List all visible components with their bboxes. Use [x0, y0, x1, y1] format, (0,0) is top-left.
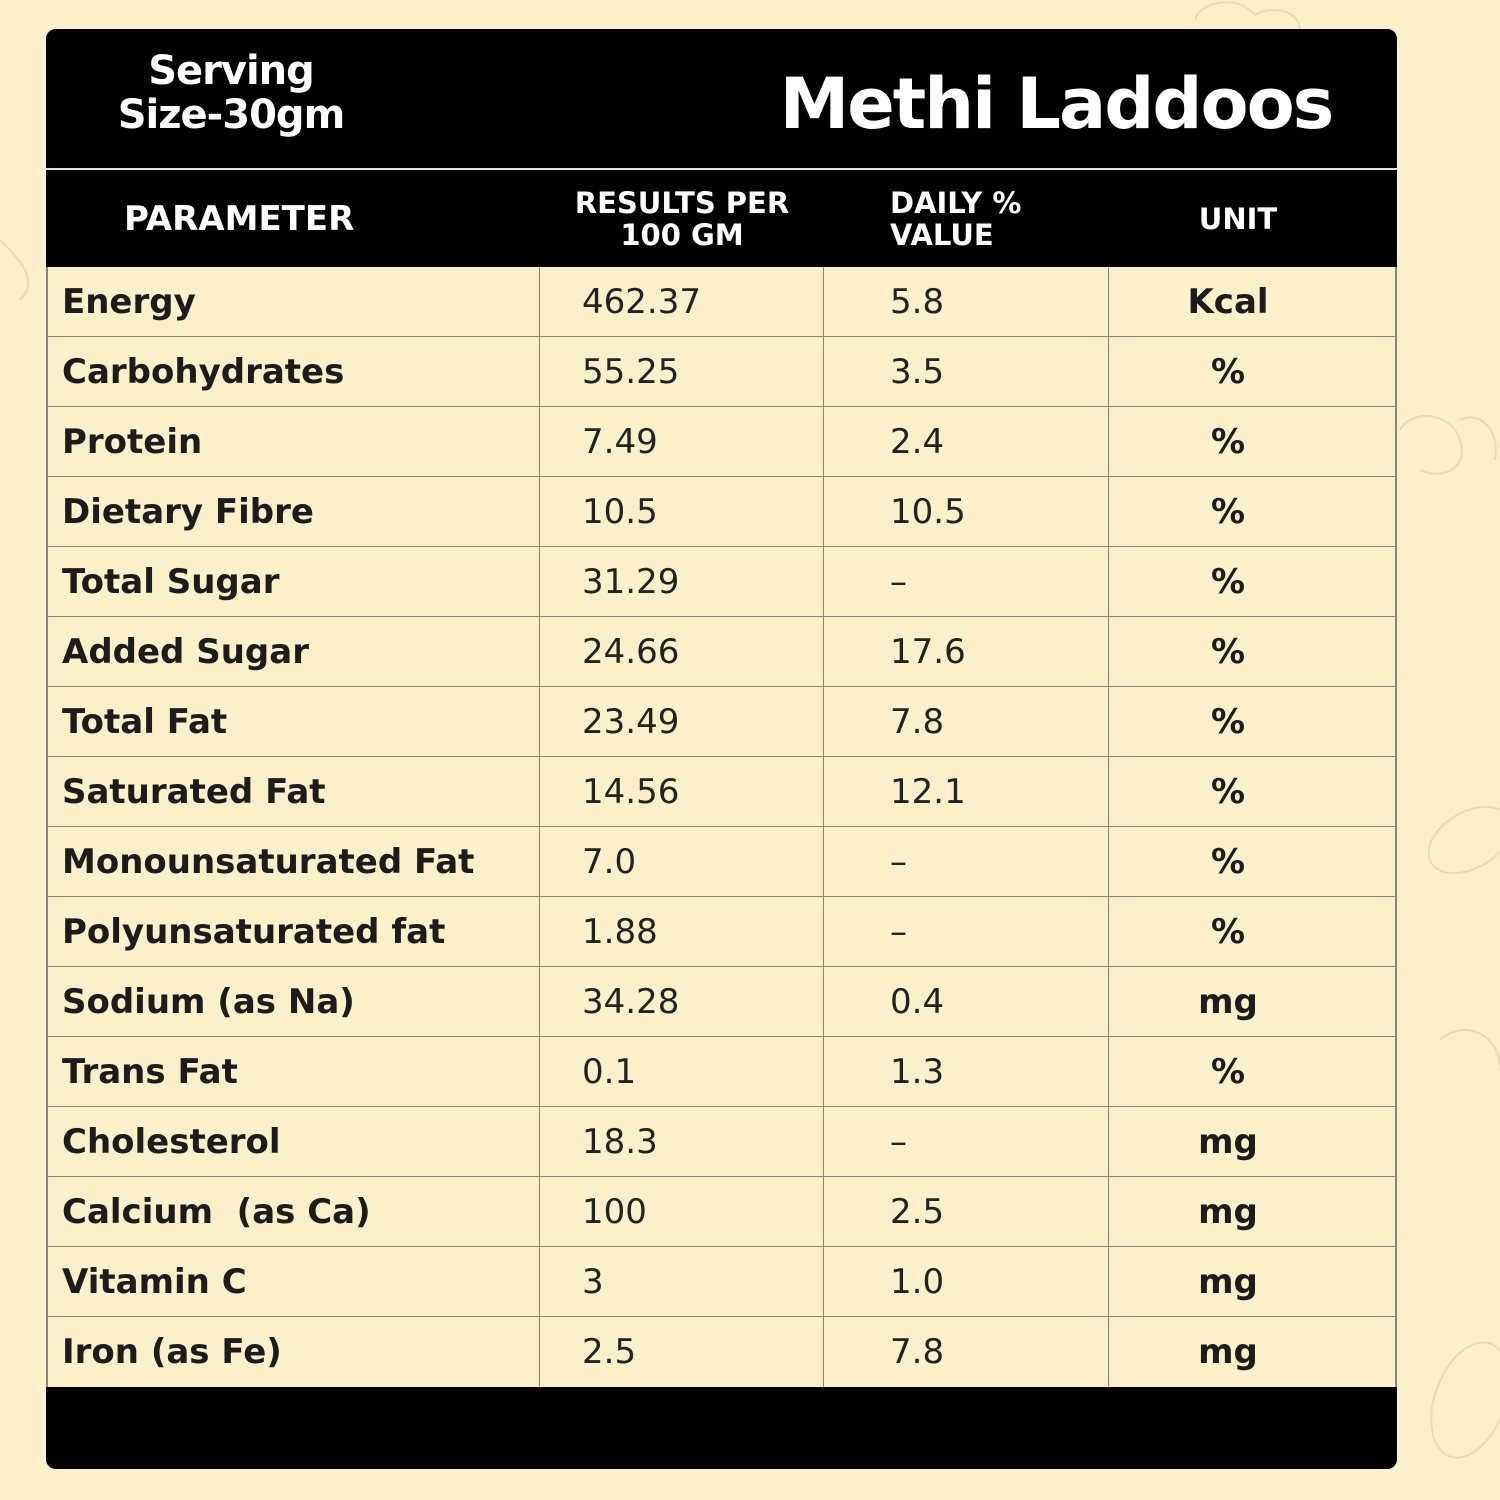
column-header-parameter: PARAMETER: [124, 198, 355, 239]
table-row: [46, 757, 1397, 827]
parameter-cell: Vitamin C: [46, 1247, 540, 1316]
daily-value-cell: –: [824, 827, 1109, 896]
column-header-daily-value: DAILY % VALUE: [890, 185, 1022, 252]
parameter-cell: Saturated Fat: [46, 757, 540, 826]
table-row: [46, 617, 1397, 687]
unit-cell: %: [1210, 421, 1246, 462]
footer-bar: [46, 1387, 1397, 1469]
result-cell: 2.5: [540, 1317, 824, 1387]
daily-value-cell: 7.8: [824, 1317, 1109, 1387]
parameter-cell: Calcium (as Ca): [46, 1177, 540, 1246]
result-cell: 55.25: [540, 337, 824, 406]
parameter-cell: Trans Fat: [46, 1037, 540, 1106]
table-row: [46, 1247, 1397, 1317]
table-left-border: [46, 267, 48, 1387]
unit-cell: mg: [1198, 1261, 1258, 1302]
table-row: [46, 477, 1397, 547]
table-row: [46, 407, 1397, 477]
daily-value-cell: –: [824, 547, 1109, 616]
result-cell: 34.28: [540, 967, 824, 1036]
table-row: [46, 337, 1397, 407]
result-cell: 23.49: [540, 687, 824, 756]
daily-value-cell: 10.5: [824, 477, 1109, 546]
result-cell: 7.0: [540, 827, 824, 896]
unit-cell: %: [1210, 491, 1246, 532]
parameter-cell: Energy: [46, 267, 540, 336]
parameter-cell: Polyunsaturated fat: [46, 897, 540, 966]
unit-cell: %: [1210, 841, 1246, 882]
daily-value-cell: 0.4: [824, 967, 1109, 1036]
parameter-cell: Protein: [46, 407, 540, 476]
table-row: [46, 897, 1397, 967]
product-title: Methi Laddoos: [779, 63, 1333, 145]
daily-value-cell: 17.6: [824, 617, 1109, 686]
parameter-cell: Cholesterol: [46, 1107, 540, 1176]
unit-cell: %: [1210, 1051, 1246, 1092]
result-cell: 10.5: [540, 477, 824, 546]
title-header: [46, 29, 1397, 168]
parameter-cell: Total Sugar: [46, 547, 540, 616]
daily-value-cell: –: [824, 897, 1109, 966]
result-cell: 100: [540, 1177, 824, 1246]
daily-value-cell: 3.5: [824, 337, 1109, 406]
unit-cell: %: [1210, 351, 1246, 392]
table-row: [46, 547, 1397, 617]
unit-cell: %: [1210, 561, 1246, 602]
daily-value-cell: 2.4: [824, 407, 1109, 476]
table-row: [46, 1037, 1397, 1107]
unit-cell: %: [1210, 631, 1246, 672]
unit-cell: %: [1210, 911, 1246, 952]
unit-cell: mg: [1198, 1121, 1258, 1162]
column-header-results: RESULTS PER 100 GM: [574, 185, 790, 252]
nutrition-table-body: [46, 267, 1397, 1387]
table-row: [46, 687, 1397, 757]
daily-value-cell: 7.8: [824, 687, 1109, 756]
unit-cell: mg: [1198, 1332, 1258, 1372]
table-row: [46, 1317, 1397, 1387]
result-cell: 14.56: [540, 757, 824, 826]
parameter-cell: Total Fat: [46, 687, 540, 756]
parameter-cell: Added Sugar: [46, 617, 540, 686]
unit-cell: Kcal: [1187, 281, 1269, 322]
daily-value-cell: 1.3: [824, 1037, 1109, 1106]
result-cell: 7.49: [540, 407, 824, 476]
daily-value-cell: 1.0: [824, 1247, 1109, 1316]
parameter-cell: Monounsaturated Fat: [46, 827, 540, 896]
result-cell: 31.29: [540, 547, 824, 616]
table-row: [46, 827, 1397, 897]
daily-value-cell: 12.1: [824, 757, 1109, 826]
result-cell: 18.3: [540, 1107, 824, 1176]
table-row: [46, 1177, 1397, 1247]
column-header-unit: UNIT: [1198, 201, 1278, 236]
result-cell: 462.37: [540, 267, 824, 336]
table-right-border: [1395, 267, 1397, 1387]
serving-size-label: Serving Size-30gm: [117, 48, 345, 138]
parameter-cell: Carbohydrates: [46, 337, 540, 406]
result-cell: 24.66: [540, 617, 824, 686]
unit-cell: mg: [1198, 1191, 1258, 1232]
parameter-cell: Iron (as Fe): [46, 1317, 540, 1387]
table-row: [46, 1107, 1397, 1177]
result-cell: 0.1: [540, 1037, 824, 1106]
daily-value-cell: –: [824, 1107, 1109, 1176]
unit-cell: mg: [1198, 981, 1258, 1022]
daily-value-cell: 5.8: [824, 267, 1109, 336]
result-cell: 1.88: [540, 897, 824, 966]
table-row: [46, 967, 1397, 1037]
unit-cell: %: [1210, 701, 1246, 742]
nutrition-facts-card: [46, 29, 1397, 1469]
table-column-header: [46, 170, 1397, 267]
table-row: [46, 267, 1397, 337]
parameter-cell: Sodium (as Na): [46, 967, 540, 1036]
daily-value-cell: 2.5: [824, 1177, 1109, 1246]
unit-cell: %: [1210, 771, 1246, 812]
parameter-cell: Dietary Fibre: [46, 477, 540, 546]
result-cell: 3: [540, 1247, 824, 1316]
